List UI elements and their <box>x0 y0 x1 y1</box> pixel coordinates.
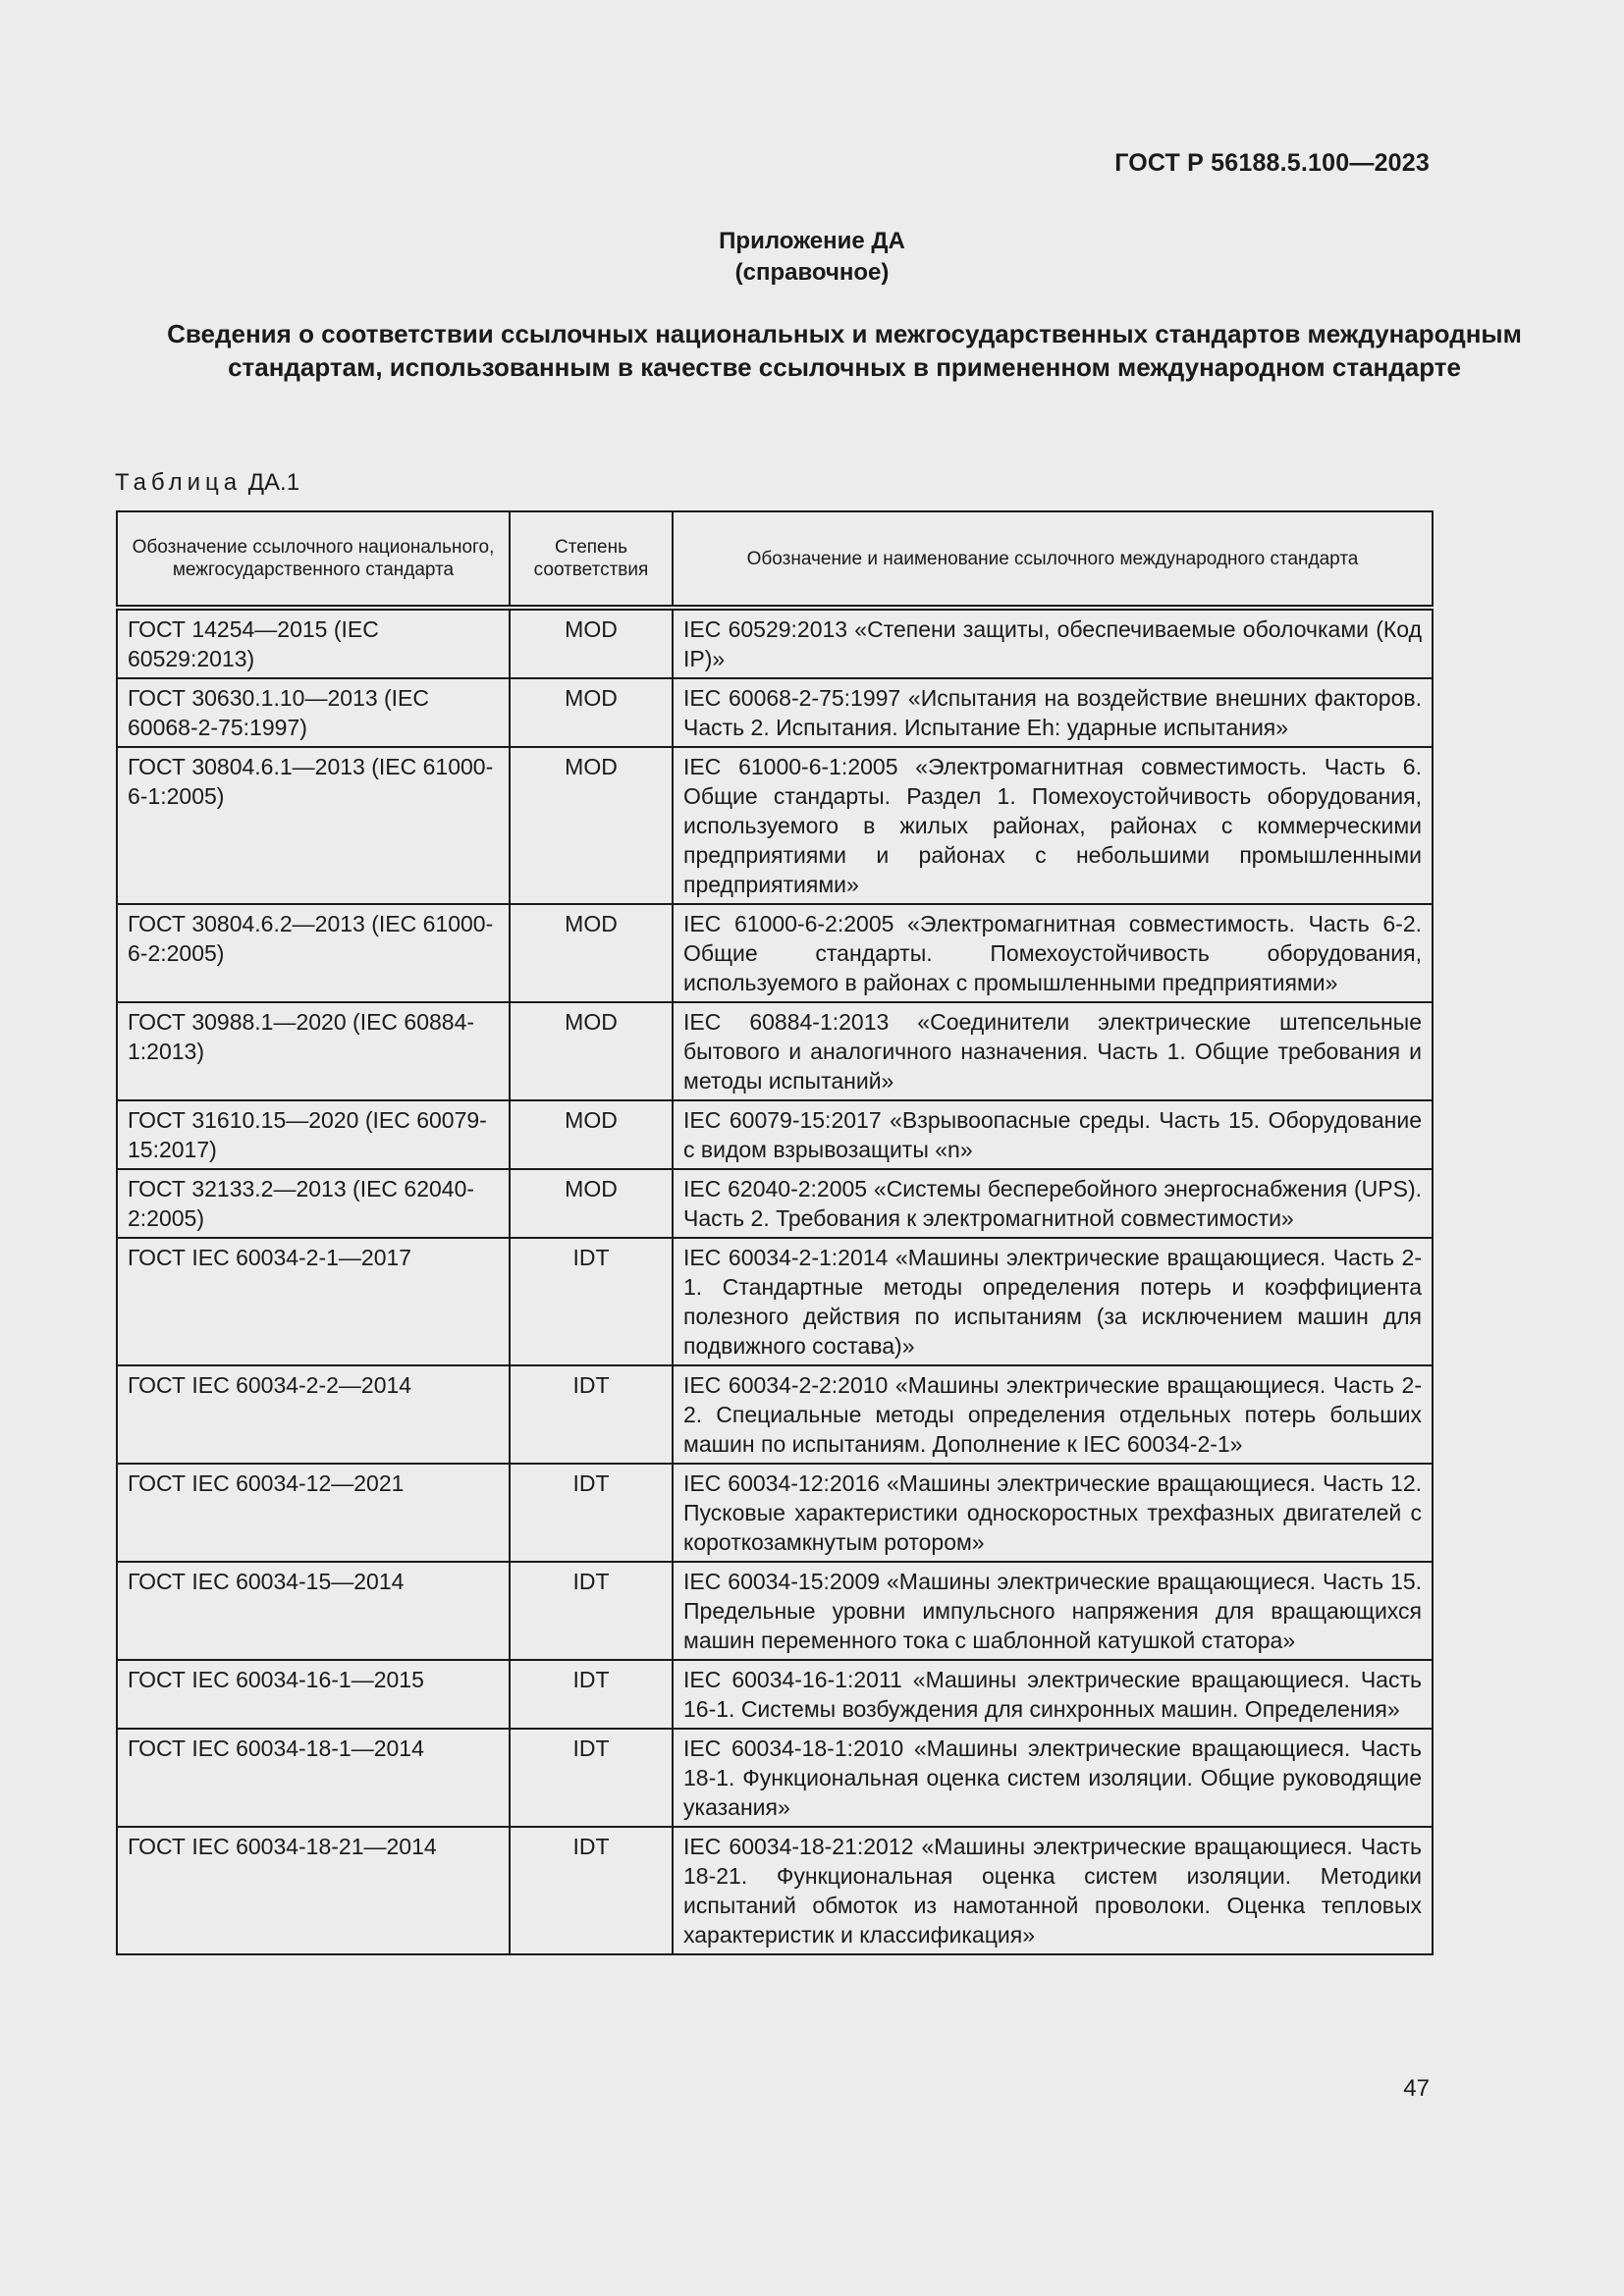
international-standard-cell: IEC 61000-6-1:2005 «Электромагнитная совместимость. Часть 6. Общие стандарты. Раздел 1. Помехоустойчивость оборудования, используемого в жилых районах, районах с коммерческими предприятиями и районах с небольшими промышленными предприятиями» <box>673 747 1433 904</box>
column-header-degree: Степень соответствия <box>510 511 673 608</box>
table-row <box>117 904 1433 1002</box>
section-heading: Сведения о соответствии ссылочных национальных и межгосударственных стандартов международным стандартам, использованным в качестве ссылочных в примененном международном стандарте <box>167 319 1522 382</box>
international-standard-cell: IEC 60068-2-75:1997 «Испытания на воздействие внешних факторов. Часть 2. Испытания. Испытание Eh: ударные испытания» <box>673 678 1433 747</box>
degree-cell: MOD <box>510 608 673 678</box>
international-standard-cell: IEC 60034-18-1:2010 «Машины электрические вращающиеся. Часть 18-1. Функциональная оценка систем изоляции. Общие руководящие указания» <box>673 1729 1433 1827</box>
table-label-prefix: Таблица <box>115 469 243 496</box>
national-standard-cell: ГОСТ IEC 60034-2-2—2014 <box>117 1365 510 1464</box>
standards-table <box>116 510 1434 1955</box>
degree-cell: MOD <box>510 904 673 1002</box>
international-standard-cell: IEC 60529:2013 «Степени защиты, обеспечиваемые оболочками (Код IP)» <box>673 608 1433 678</box>
table-row <box>117 1365 1433 1464</box>
international-standard-cell: IEC 60884-1:2013 «Соединители электрические штепсельные бытового и аналогичного назначения. Часть 1. Общие требования и методы испытаний» <box>673 1002 1433 1100</box>
table-row <box>117 1169 1433 1238</box>
national-standard-cell: ГОСТ IEC 60034-15—2014 <box>117 1562 510 1660</box>
national-standard-cell: ГОСТ 14254—2015 (IEC 60529:2013) <box>117 608 510 678</box>
table-row <box>117 1238 1433 1365</box>
national-standard-cell: ГОСТ IEC 60034-16-1—2015 <box>117 1660 510 1729</box>
national-standard-cell: ГОСТ 30804.6.1—2013 (IEC 61000-6-1:2005) <box>117 747 510 904</box>
national-standard-cell: ГОСТ IEC 60034-12—2021 <box>117 1464 510 1562</box>
degree-cell: MOD <box>510 1100 673 1169</box>
national-standard-cell: ГОСТ 32133.2—2013 (IEC 62040-2:2005) <box>117 1169 510 1238</box>
international-standard-cell: IEC 60034-16-1:2011 «Машины электрические вращающиеся. Часть 16-1. Системы возбуждения для синхронных машин. Определения» <box>673 1660 1433 1729</box>
international-standard-cell: IEC 60034-2-2:2010 «Машины электрические вращающиеся. Часть 2-2. Специальные методы определения отдельных потерь больших машин по испытаниям. Дополнение к IEC 60034-2-1» <box>673 1365 1433 1464</box>
degree-cell: MOD <box>510 1002 673 1100</box>
appendix-block <box>0 226 1624 289</box>
table-row <box>117 1464 1433 1562</box>
national-standard-cell: ГОСТ 31610.15—2020 (IEC 60079-15:2017) <box>117 1100 510 1169</box>
degree-cell: IDT <box>510 1562 673 1660</box>
appendix-subtitle: (справочное) <box>734 259 890 286</box>
table-row <box>117 1562 1433 1660</box>
degree-cell: IDT <box>510 1238 673 1365</box>
column-header-national: Обозначение ссылочного национального, межгосударственного стандарта <box>117 511 510 608</box>
appendix-title: Приложение ДА <box>719 228 905 254</box>
degree-cell: MOD <box>510 678 673 747</box>
table-label-number: ДА.1 <box>247 469 300 496</box>
table-row <box>117 1002 1433 1100</box>
table-row <box>117 747 1433 904</box>
table-row <box>117 1100 1433 1169</box>
national-standard-cell: ГОСТ IEC 60034-18-1—2014 <box>117 1729 510 1827</box>
international-standard-cell: IEC 60079-15:2017 «Взрывоопасные среды. Часть 15. Оборудование с видом взрывозащиты «n» <box>673 1100 1433 1169</box>
degree-cell: MOD <box>510 747 673 904</box>
international-standard-cell: IEC 61000-6-2:2005 «Электромагнитная совместимость. Часть 6-2. Общие стандарты. Помехоустойчивость оборудования, используемого в районах с промышленными предприятиями» <box>673 904 1433 1002</box>
table-row <box>117 608 1433 678</box>
international-standard-cell: IEC 60034-12:2016 «Машины электрические вращающиеся. Часть 12. Пусковые характеристики односкоростных трехфазных двигателей с короткозамкнутым ротором» <box>673 1464 1433 1562</box>
international-standard-cell: IEC 60034-18-21:2012 «Машины электрические вращающиеся. Часть 18-21. Функциональная оценка систем изоляции. Методики испытаний обмоток из намотанной проволоки. Оценка тепловых характеристик и классификация» <box>673 1827 1433 1954</box>
national-standard-cell: ГОСТ 30804.6.2—2013 (IEC 61000-6-2:2005) <box>117 904 510 1002</box>
column-header-international: Обозначение и наименование ссылочного международного стандарта <box>673 511 1433 608</box>
international-standard-cell: IEC 60034-2-1:2014 «Машины электрические вращающиеся. Часть 2-1. Стандартные методы определения потерь и коэффициента полезного действия по испытаниям (за исключением машин для подвижного состава)» <box>673 1238 1433 1365</box>
degree-cell: IDT <box>510 1827 673 1954</box>
table-row <box>117 1660 1433 1729</box>
page-number: 47 <box>1403 2075 1430 2102</box>
document-code: ГОСТ Р 56188.5.100—2023 <box>1114 149 1430 177</box>
degree-cell: IDT <box>510 1660 673 1729</box>
degree-cell: IDT <box>510 1729 673 1827</box>
degree-cell: IDT <box>510 1464 673 1562</box>
table-row <box>117 1729 1433 1827</box>
table-label <box>115 469 299 497</box>
table-row <box>117 1827 1433 1954</box>
national-standard-cell: ГОСТ IEC 60034-2-1—2017 <box>117 1238 510 1365</box>
table-header-row <box>117 511 1433 608</box>
international-standard-cell: IEC 60034-15:2009 «Машины электрические вращающиеся. Часть 15. Предельные уровни импульсного напряжения для вращающихся машин переменного тока с шаблонной катушкой статора» <box>673 1562 1433 1660</box>
degree-cell: IDT <box>510 1365 673 1464</box>
degree-cell: MOD <box>510 1169 673 1238</box>
national-standard-cell: ГОСТ 30988.1—2020 (IEC 60884-1:2013) <box>117 1002 510 1100</box>
national-standard-cell: ГОСТ IEC 60034-18-21—2014 <box>117 1827 510 1954</box>
international-standard-cell: IEC 62040-2:2005 «Системы бесперебойного энергоснабжения (UPS). Часть 2. Требования к электромагнитной совместимости» <box>673 1169 1433 1238</box>
national-standard-cell: ГОСТ 30630.1.10—2013 (IEC 60068-2-75:1997) <box>117 678 510 747</box>
table-row <box>117 678 1433 747</box>
